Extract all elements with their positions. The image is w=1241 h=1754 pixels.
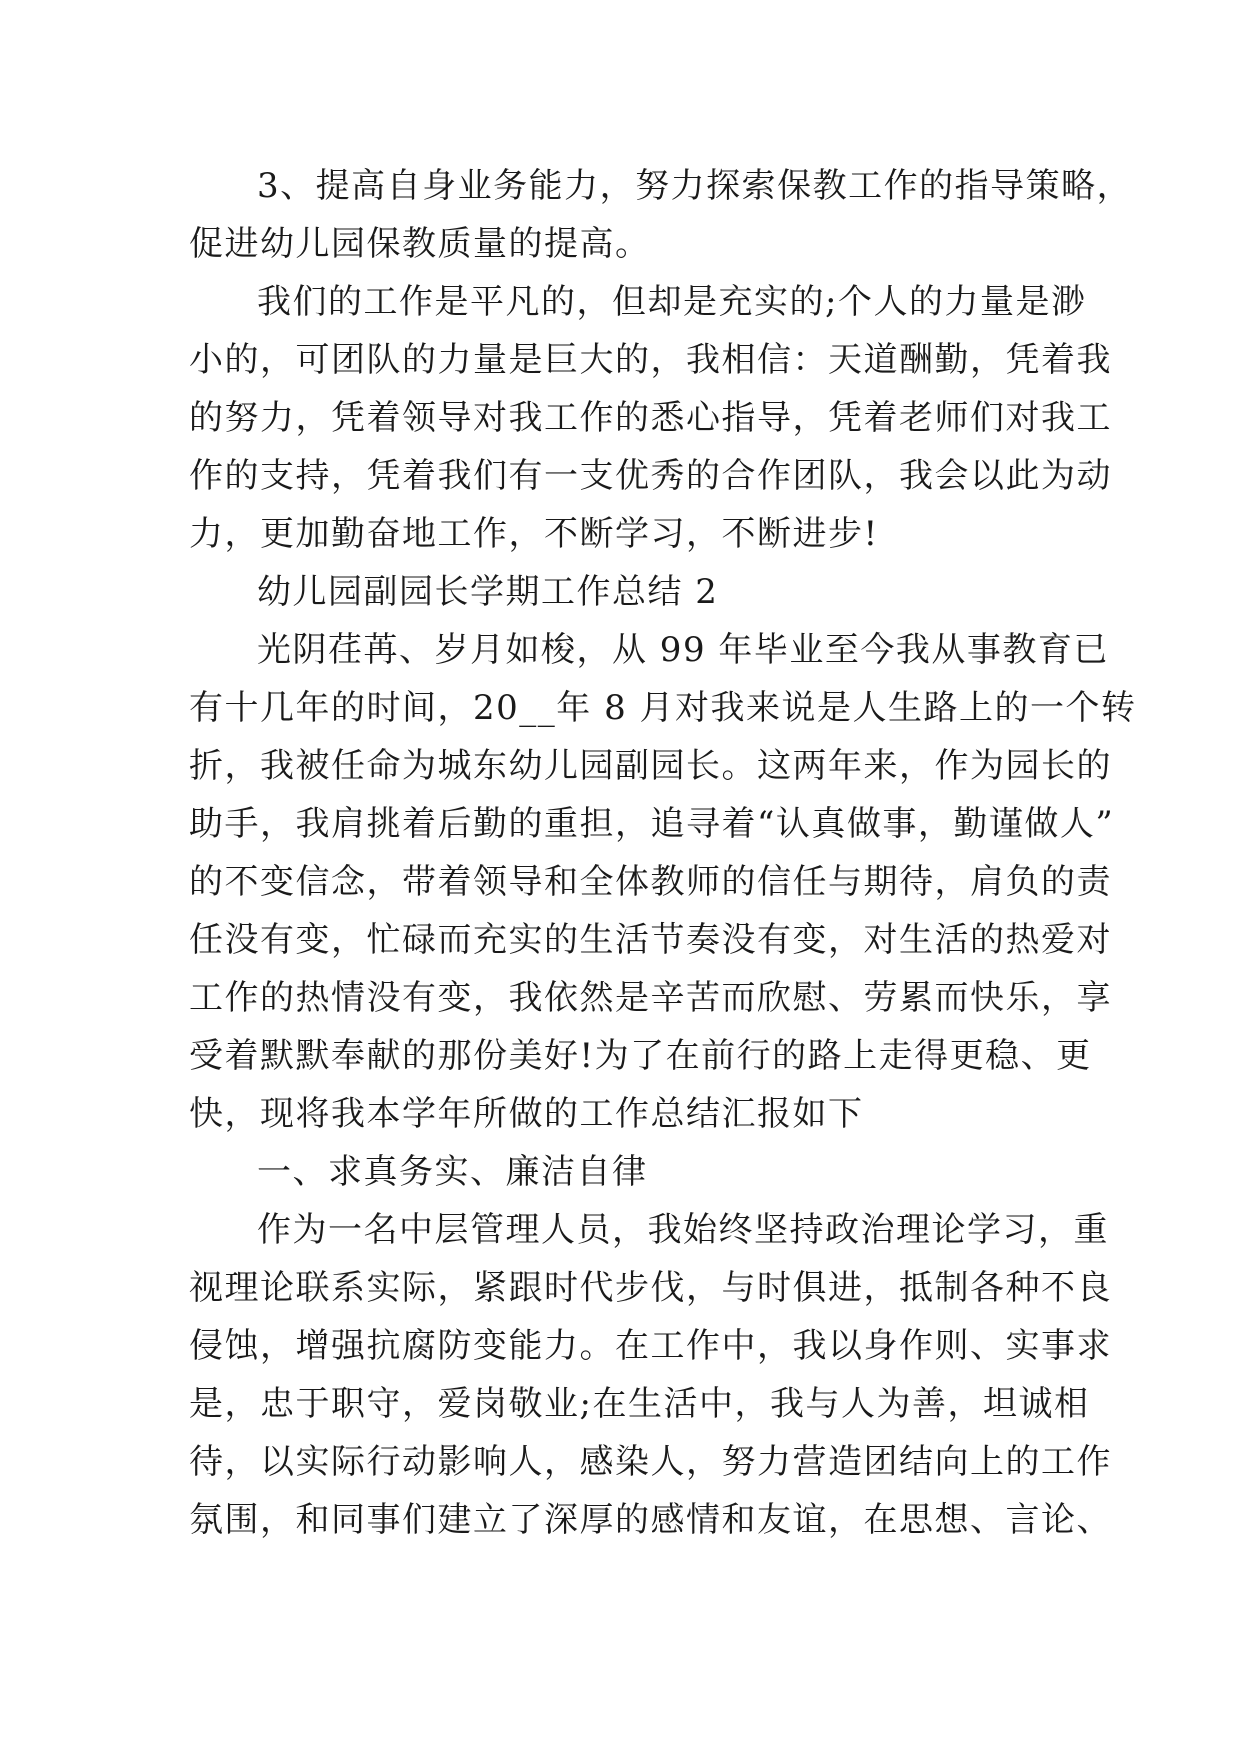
text-line: 作为一名中层管理人员，我始终坚持政治理论学习，重: [257, 1210, 1109, 1250]
text-line: 的努力，凭着领导对我工作的悉心指导，凭着老师们对我工: [189, 398, 1112, 438]
paragraph-item-3: [189, 157, 1133, 273]
text-line: 作的支持，凭着我们有一支优秀的合作团队，我会以此为动: [189, 456, 1112, 496]
heading-line: 幼儿园副园长学期工作总结 2: [257, 572, 719, 612]
paragraph-conclusion: [189, 273, 1112, 563]
text-line: 力，更加勤奋地工作，不断学习，不断进步!: [189, 514, 879, 554]
text-line: 的不变信念，带着领导和全体教师的信任与期待，肩负的责: [189, 862, 1112, 902]
text-line: 受着默默奉献的那份美好!为了在前行的路上走得更稳、更: [189, 1036, 1092, 1076]
text-line: 快，现将我本学年所做的工作总结汇报如下: [189, 1094, 864, 1134]
text-line: 我们的工作是平凡的，但却是充实的;个人的力量是渺: [257, 282, 1087, 322]
text-line: 任没有变，忙碌而充实的生活节奏没有变，对生活的热爱对: [189, 920, 1112, 960]
text-line: 光阴荏苒、岁月如梭，从 99 年毕业至今我从事教育已: [257, 630, 1109, 670]
text-line: 有十几年的时间，20__年 8 月对我来说是人生路上的一个转: [189, 688, 1137, 728]
paragraph-body: [189, 1201, 1112, 1549]
text-line: 视理论联系实际，紧跟时代步伐，与时俱进，抵制各种不良: [189, 1268, 1112, 1308]
text-line: 促进幼儿园保教质量的提高。: [189, 224, 651, 264]
heading-line: 一、求真务实、廉洁自律: [257, 1152, 648, 1192]
text-line: 小的，可团队的力量是巨大的，我相信：天道酬勤，凭着我: [189, 340, 1112, 380]
section-title: [189, 563, 1061, 621]
text-line: 折，我被任命为城东幼儿园副园长。这两年来，作为园长的: [189, 746, 1112, 786]
text-line: 助手，我肩挑着后勤的重担，追寻着“认真做事，勤谨做人”: [189, 804, 1115, 844]
document-body: [189, 157, 1137, 1549]
paragraph-intro: [189, 621, 1137, 1143]
text-line: 侵蚀，增强抗腐防变能力。在工作中，我以身作则、实事求: [189, 1326, 1112, 1366]
text-line: 待，以实际行动影响人，感染人，努力营造团结向上的工作: [189, 1442, 1112, 1482]
text-line: 工作的热情没有变，我依然是辛苦而欣慰、劳累而快乐，享: [189, 978, 1112, 1018]
subsection-title: [189, 1143, 1061, 1201]
text-line: 氛围，和同事们建立了深厚的感情和友谊，在思想、言论、: [189, 1500, 1112, 1540]
text-line: 3、提高自身业务能力，努力探索保教工作的指导策略，: [257, 166, 1133, 206]
text-line: 是，忠于职守，爱岗敬业;在生活中，我与人为善，坦诚相: [189, 1384, 1090, 1424]
